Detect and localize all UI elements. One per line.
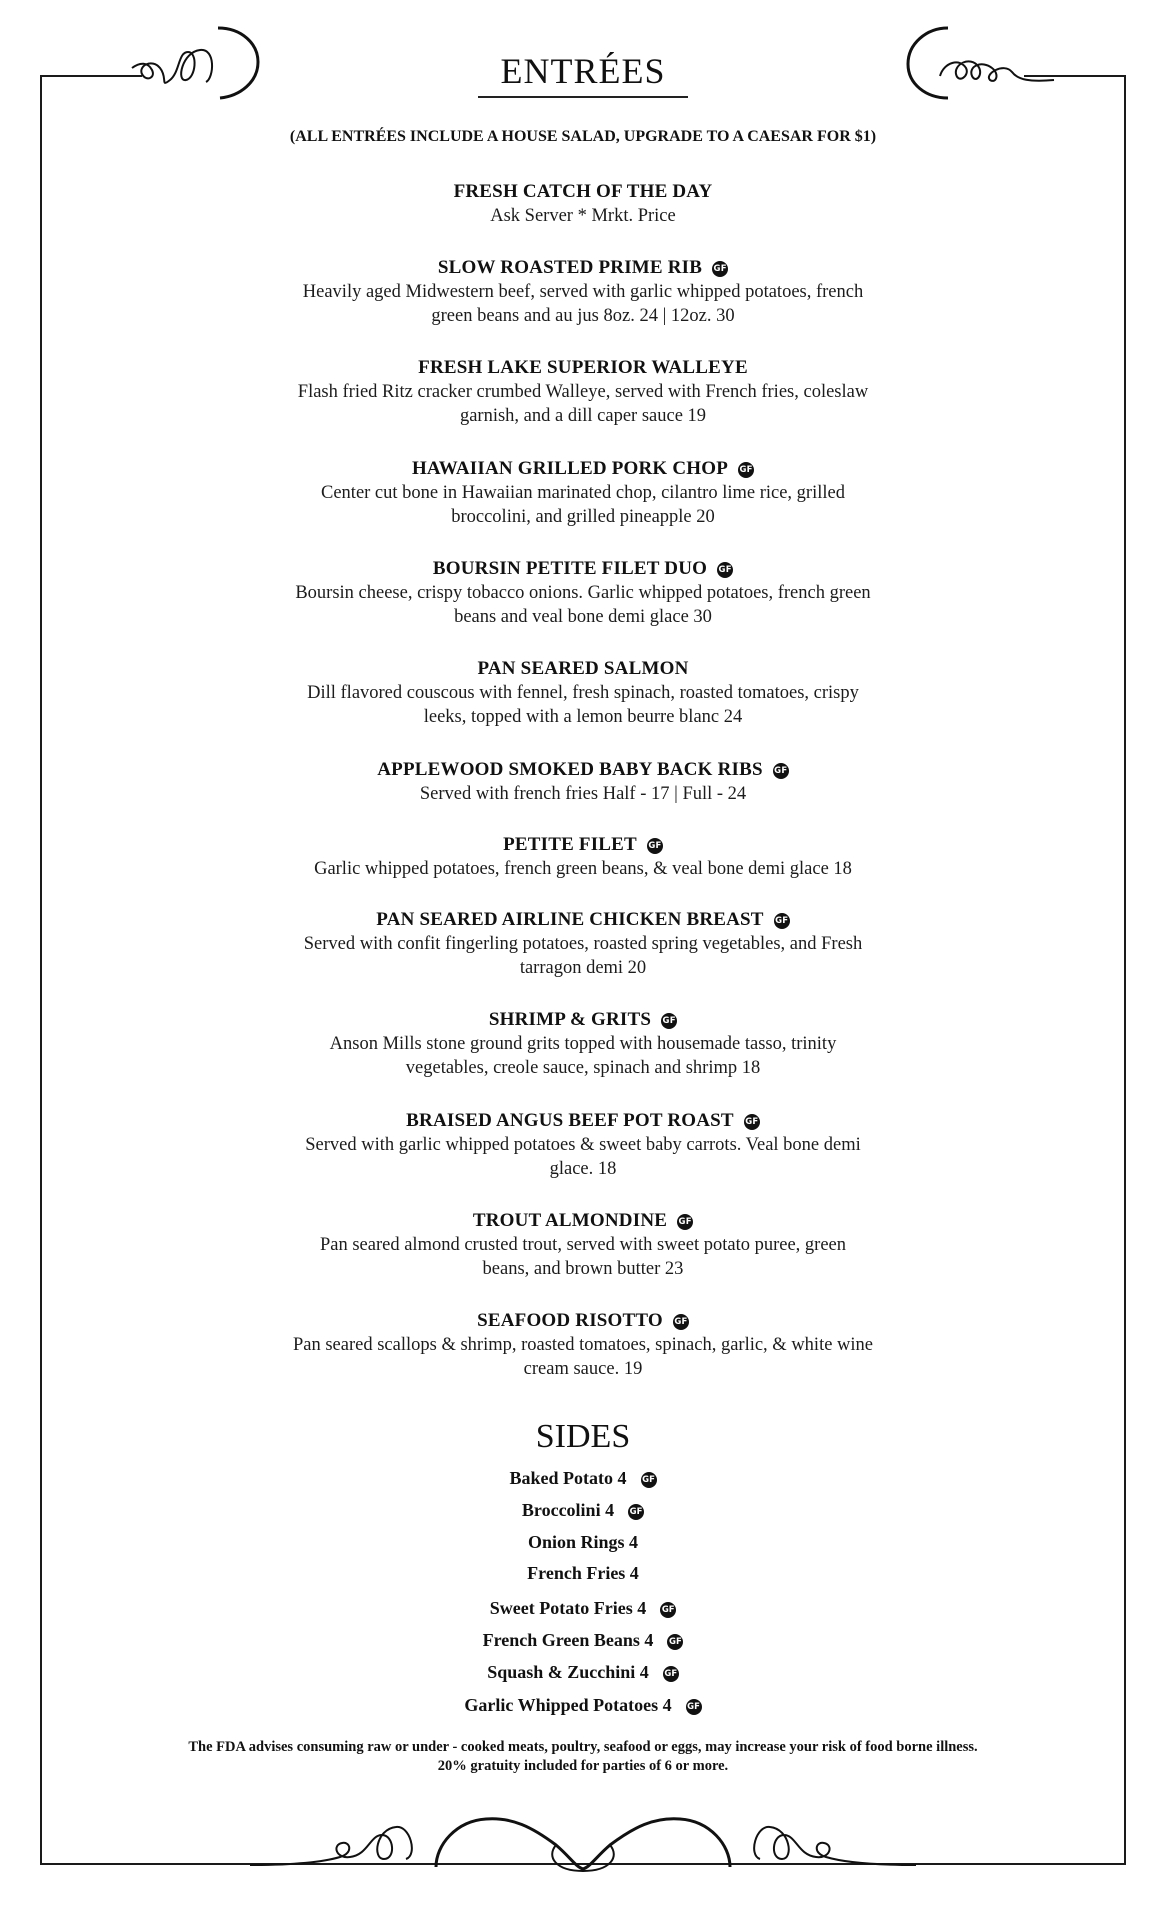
entree-item [200, 557, 966, 629]
entrees-note: (ALL ENTRÉES INCLUDE A HOUSE SALAD, UPGRADE TO A CAESAR FOR $1) [289, 128, 877, 145]
entree-item [200, 657, 966, 729]
entree-description: broccolini, and grilled pineapple 20 [451, 507, 715, 527]
flourish-bottom-icon [250, 1805, 916, 1875]
entree-description: Ask Server * Mrkt. Price [490, 206, 676, 226]
side-item [0, 1498, 1166, 1522]
gluten-free-icon: GF [673, 1314, 689, 1330]
side-item [0, 1628, 1166, 1652]
entree-description: green beans and au jus 8oz. 24 | 12oz. 30 [431, 306, 735, 326]
entree-description: Pan seared almond crusted trout, served with sweet potato puree, green [319, 1235, 847, 1255]
entree-name-text: SLOW ROASTED PRIME RIB [437, 257, 703, 278]
entree-item [200, 1008, 966, 1080]
side-item-label: Squash & Zucchini 4 [487, 1662, 649, 1682]
entree-description: Anson Mills stone ground grits topped with housemade tasso, trinity [329, 1034, 837, 1054]
entree-name [200, 1309, 966, 1333]
entree-name-text: PAN SEARED SALMON [477, 658, 689, 679]
entree-item [200, 908, 966, 980]
gluten-free-icon: GF [686, 1699, 702, 1715]
entree-description: Garlic whipped potatoes, french green beans, & veal bone demi glace 18 [314, 859, 852, 879]
entree-name [200, 1209, 966, 1233]
entrees-heading: ENTRÉES [500, 51, 666, 91]
gluten-free-icon: GF [647, 838, 663, 854]
gratuity-note: 20% gratuity included for parties of 6 or more. [437, 1758, 729, 1774]
entree-description: beans, and brown butter 23 [482, 1259, 684, 1279]
entree-name-text: FRESH LAKE SUPERIOR WALLEYE [418, 357, 748, 378]
entree-name [200, 356, 966, 380]
side-item-label: French Fries 4 [527, 1563, 639, 1583]
entree-name-text: APPLEWOOD SMOKED BABY BACK RIBS [377, 759, 763, 780]
entree-description: Served with garlic whipped potatoes & sweet baby carrots. Veal bone demi [305, 1135, 861, 1155]
gluten-free-icon: GF [641, 1472, 657, 1488]
entree-description: glace. 18 [549, 1159, 617, 1179]
entree-description: Heavily aged Midwestern beef, served with garlic whipped potatoes, french [302, 282, 864, 302]
entree-description: beans and veal bone demi glace 30 [454, 607, 712, 627]
entree-name [200, 457, 966, 481]
side-item [0, 1561, 1166, 1585]
gluten-free-icon: GF [661, 1013, 677, 1029]
gluten-free-icon: GF [717, 562, 733, 578]
entree-name [200, 256, 966, 280]
side-item [0, 1660, 1166, 1684]
entree-name [200, 1109, 966, 1133]
entree-name-text: PAN SEARED AIRLINE CHICKEN BREAST [376, 909, 764, 930]
side-item [0, 1530, 1166, 1554]
entree-item [200, 1209, 966, 1281]
side-item-label: French Green Beans 4 [482, 1630, 654, 1650]
gluten-free-icon: GF [663, 1666, 679, 1682]
gluten-free-icon: GF [677, 1214, 693, 1230]
entree-name [200, 908, 966, 932]
entree-name-text: BOURSIN PETITE FILET DUO [432, 558, 708, 579]
entree-name-text: SHRIMP & GRITS [488, 1009, 652, 1030]
side-item [0, 1693, 1166, 1717]
entree-name-text: BRAISED ANGUS BEEF POT ROAST [406, 1110, 734, 1131]
entree-name-text: PETITE FILET [503, 834, 637, 855]
side-item-label: Onion Rings 4 [527, 1532, 639, 1552]
entree-name-text: TROUT ALMONDINE [472, 1210, 668, 1231]
entrees-heading-underline [478, 96, 688, 98]
sides-heading: SIDES [535, 1418, 631, 1455]
entree-description: tarragon demi 20 [519, 958, 647, 978]
entree-name [200, 557, 966, 581]
side-item-label: Sweet Potato Fries 4 [489, 1598, 647, 1618]
gluten-free-icon: GF [712, 261, 728, 277]
entree-item [200, 180, 966, 228]
entree-name [200, 657, 966, 681]
entree-description: Flash fried Ritz cracker crumbed Walleye, served with French fries, coleslaw [297, 382, 869, 402]
entree-description: Pan seared scallops & shrimp, roasted tomatoes, spinach, garlic, & white wine [292, 1335, 874, 1355]
entree-name-text: FRESH CATCH OF THE DAY [453, 181, 713, 202]
entree-name-text: SEAFOOD RISOTTO [477, 1310, 663, 1331]
fda-warning: The FDA advises consuming raw or under - cooked meats, poultry, seafood or eggs, may increase your risk of food borne illness. [188, 1739, 978, 1755]
entree-description: Served with confit fingerling potatoes, roasted spring vegetables, and Fresh [303, 934, 863, 954]
side-item-label: Baked Potato 4 [509, 1468, 627, 1488]
entree-item [200, 256, 966, 328]
gluten-free-icon: GF [738, 462, 754, 478]
gluten-free-icon: GF [744, 1114, 760, 1130]
entree-description: cream sauce. 19 [523, 1359, 643, 1379]
entree-name-text: HAWAIIAN GRILLED PORK CHOP [411, 458, 729, 479]
side-item-label: Garlic Whipped Potatoes 4 [464, 1695, 672, 1715]
entree-item [200, 356, 966, 428]
side-item [0, 1466, 1166, 1490]
entree-name [200, 180, 966, 204]
entree-description: garnish, and a dill caper sauce 19 [459, 406, 707, 426]
entree-name [200, 1008, 966, 1032]
gluten-free-icon: GF [660, 1602, 676, 1618]
side-item [0, 1596, 1166, 1620]
entree-name [200, 833, 966, 857]
side-item-label: Broccolini 4 [521, 1500, 615, 1520]
entree-name [200, 758, 966, 782]
entree-description: Boursin cheese, crispy tobacco onions. Garlic whipped potatoes, french green [295, 583, 871, 603]
entree-item [200, 833, 966, 881]
entree-item [200, 457, 966, 529]
entree-item [200, 1309, 966, 1381]
gluten-free-icon: GF [667, 1634, 683, 1650]
entree-description: Served with french fries Half - 17 | Full - 24 [419, 784, 747, 804]
entree-description: Center cut bone in Hawaiian marinated chop, cilantro lime rice, grilled [321, 483, 845, 503]
entree-item [200, 758, 966, 806]
entree-description: vegetables, creole sauce, spinach and shrimp 18 [405, 1058, 761, 1078]
gluten-free-icon: GF [628, 1504, 644, 1520]
gluten-free-icon: GF [773, 763, 789, 779]
entree-description: leeks, topped with a lemon beurre blanc 24 [423, 707, 743, 727]
gluten-free-icon: GF [774, 913, 790, 929]
entree-item [200, 1109, 966, 1181]
entree-description: Dill flavored couscous with fennel, fresh spinach, roasted tomatoes, crispy [307, 683, 859, 703]
